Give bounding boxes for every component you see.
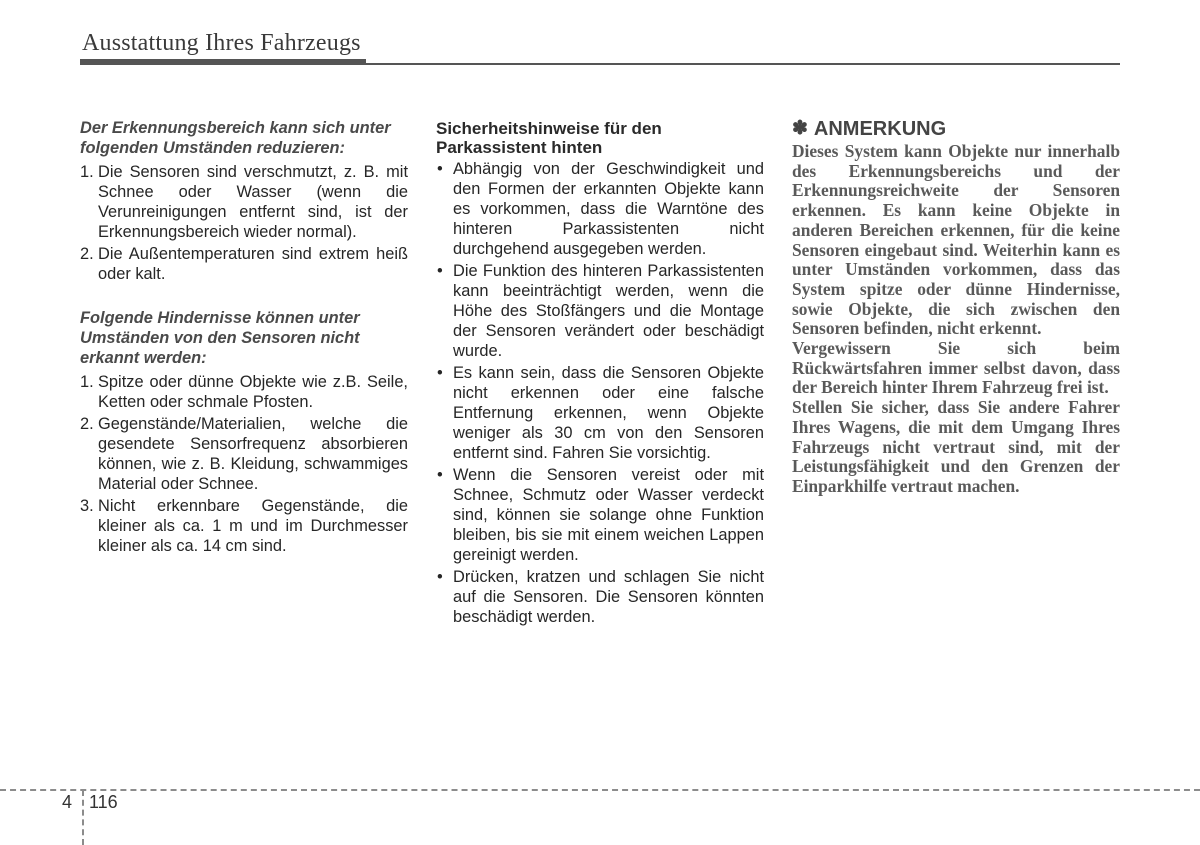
undetected-obstacles-list — [80, 372, 408, 556]
bullet-text: Wenn die Sensoren vereist oder mit Schnee, Schmutz oder Wasser verdeckt sind, können sie solange ohne Funktion bleiben, bis sie mit einem weichen Lappen gereinigt werden. — [453, 466, 764, 564]
list-item — [80, 244, 408, 284]
bullet-dot: • — [437, 262, 443, 280]
safety-bullets — [436, 159, 764, 627]
list-item-number: 2. — [80, 245, 94, 263]
list-item — [80, 372, 408, 412]
bullet-text: Die Funktion des hinteren Parkassistenten kann beeinträchtigt werden, wenn die Höhe des Stoßfängers und die Montage der Sensoren verändert oder beschädigt wurde. — [453, 262, 764, 360]
bullet-text: Drücken, kratzen und schlagen Sie nicht auf die Sensoren. Die Sensoren könnten beschädigt werden. — [453, 568, 764, 626]
bullet-item — [436, 363, 764, 463]
bullet-text: Abhängig von der Geschwindigkeit und den Formen der erkannten Objekte kann es vorkommen, dass die Warntöne des hinteren Parkassistenten nicht durchgehend ausgegeben werden. — [453, 160, 764, 258]
column-left — [80, 118, 408, 558]
section-title: Ausstattung Ihres Fahrzeugs — [82, 30, 361, 56]
bullet-item — [436, 159, 764, 259]
note-body — [792, 142, 1120, 497]
list-item-text: Die Außentemperaturen sind extrem heiß oder kalt. — [98, 245, 408, 283]
list-item-text: Nicht erkennbare Gegenstände, die kleiner als ca. 1 m und im Durchmesser kleiner als ca. 14 cm sind. — [98, 497, 408, 555]
column-middle — [436, 118, 764, 629]
lead-detection-range: Der Erkennungsbereich kann sich unter folgenden Umständen reduzieren: — [80, 119, 391, 157]
safety-heading: Sicherheitshinweise für den Parkassistent hinten — [436, 119, 662, 157]
bullet-dot: • — [437, 466, 443, 484]
bullet-dot: • — [437, 160, 443, 178]
bullet-dot: • — [437, 364, 443, 382]
bullet-item — [436, 261, 764, 361]
footer-vertical-dashed-rule — [82, 790, 84, 845]
list-item-number: 2. — [80, 415, 94, 433]
asterisk-icon: ✽ — [792, 118, 808, 139]
bullet-dot: • — [437, 568, 443, 586]
list-item-text: Die Sensoren sind verschmutzt, z. B. mit Schnee oder Wasser (wenn die Verunreinigungen entfernt sind, ist der Erkennungsbereich wieder normal). — [98, 163, 408, 241]
footer-dashed-rule — [0, 789, 1200, 791]
header-rule-thick — [80, 59, 366, 65]
list-item-number: 1. — [80, 373, 94, 391]
bullet-text: Es kann sein, dass die Sensoren Objekte nicht erkennen oder eine falsche Entfernung erkennen, wenn Objekte weniger als 30 cm von den Sensoren entfernt sind. Fahren Sie vorsichtig. — [453, 364, 764, 462]
detection-range-list — [80, 162, 408, 284]
note-paragraph: Stellen Sie sicher, dass Sie andere Fahrer Ihres Wagens, die mit dem Umgang Ihres Fahrzeugs nicht vertraut sind, mit der Leistungsfähigkeit und den Grenzen der Einparkhilfe vertraut machen. — [792, 397, 1120, 496]
list-item-number: 3. — [80, 497, 94, 515]
list-item-number: 1. — [80, 163, 94, 181]
bullet-item — [436, 465, 764, 565]
column-right — [792, 118, 1120, 497]
note-paragraph: Dieses System kann Objekte nur innerhalb des Erkennungsbereichs und der Erkennungsreichweite der Sensoren erkennen. Es kann keine Objekte in anderen Bereichen erkennen, für die keine Sensoren eingebaut sind. Weiterhin kann es unter Umständen vorkommen, dass das System spitze oder dünne Hindernisse, sowie Objekte, die sich zwischen den Sensoren befinden, nicht erkennt. — [792, 141, 1120, 339]
bullet-item — [436, 567, 764, 627]
page-number: 116 — [89, 792, 118, 812]
note-paragraph: Vergewissern Sie sich beim Rückwärtsfahren immer selbst davon, dass der Bereich hinter Ihrem Fahrzeug frei ist. — [792, 338, 1120, 398]
header-rule-thin — [366, 63, 1120, 65]
list-item — [80, 162, 408, 242]
note-heading-label: ANMERKUNG — [813, 118, 947, 140]
chapter-number: 4 — [62, 792, 73, 812]
list-item — [80, 414, 408, 494]
list-item — [80, 496, 408, 556]
list-item-text: Spitze oder dünne Objekte wie z.B. Seile, Ketten oder schmale Pfosten. — [98, 373, 408, 411]
list-item-text: Gegenstände/Materialien, welche die gesendete Sensorfrequenz absorbieren können, wie z. B. Kleidung, schwammiges Material oder Schnee. — [98, 415, 408, 493]
lead-undetected-obstacles: Folgende Hindernisse können unter Umständen von den Sensoren nicht erkannt werden: — [80, 309, 360, 367]
note-heading — [792, 118, 1120, 140]
